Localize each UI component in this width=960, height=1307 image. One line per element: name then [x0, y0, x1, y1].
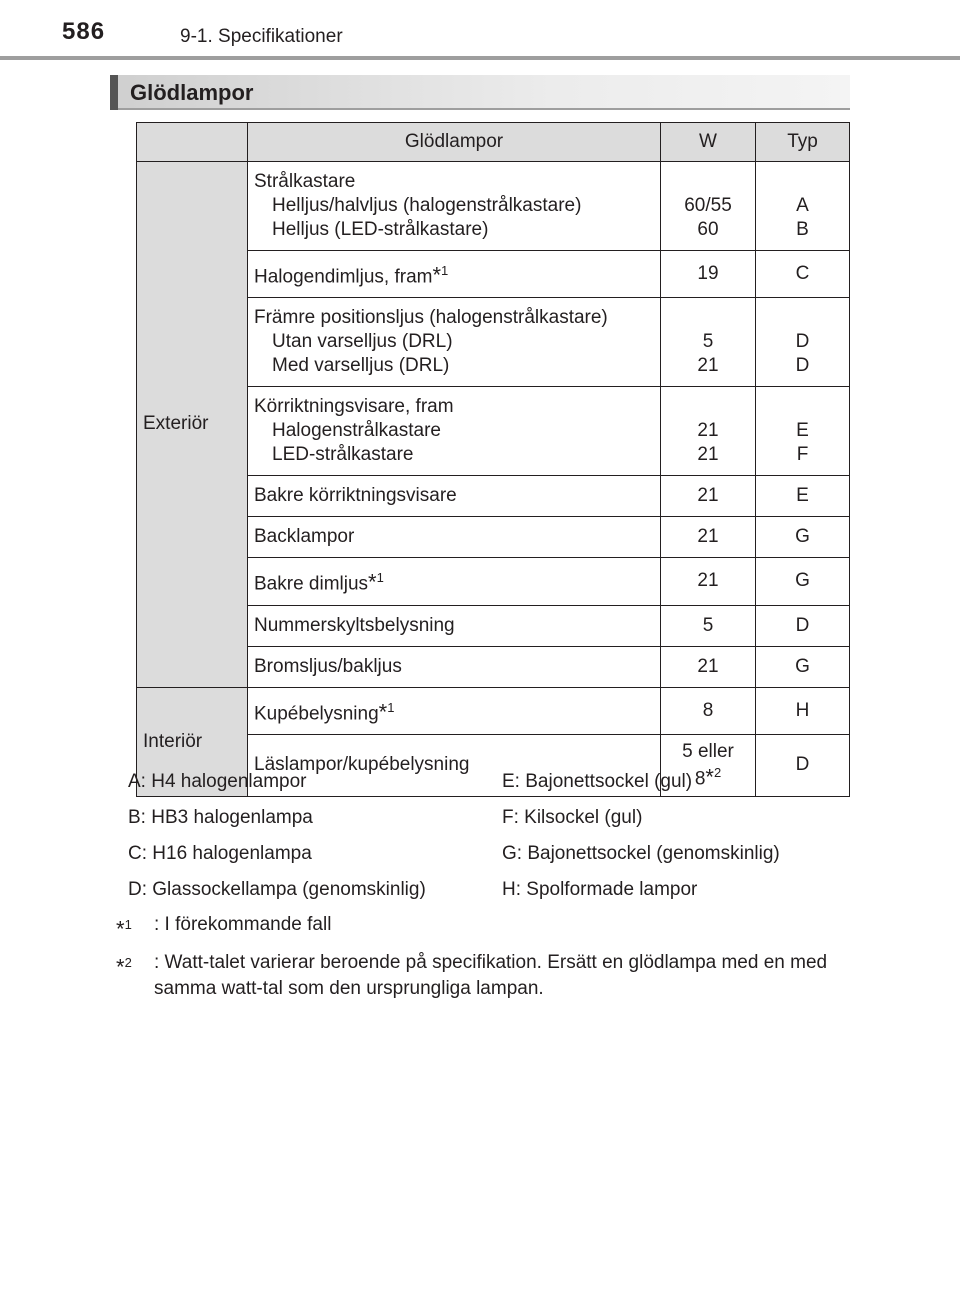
footnote-text: : Watt-talet varierar beroende på specifikation. Ersätt en glödlampa med en med samma watt-tal som den ursprungliga lampan.: [154, 952, 828, 999]
watt-value: 8: [694, 768, 706, 790]
legend-row: [128, 879, 848, 915]
legend-item: B: HB3 halogenlampa: [128, 807, 313, 828]
heading-text: Glödlampor: [130, 80, 254, 105]
watt-value: 21: [697, 420, 719, 442]
legend-row: [128, 807, 848, 843]
item-fog-rear: [248, 558, 661, 605]
type-value: E: [756, 476, 850, 517]
legend-item: E: Bajonettsockel (gul): [502, 771, 693, 792]
section-heading: [110, 75, 850, 110]
footnote-asterisk: *: [116, 954, 125, 980]
item-plate: Nummerskyltsbelysning: [248, 605, 661, 646]
item-label: Halogendimljus, fram: [254, 266, 433, 288]
watt-value: 19: [661, 251, 756, 298]
header-empty: [137, 123, 248, 162]
legend-item: C: H16 halogenlampa: [128, 843, 312, 864]
item-title: Körriktningsvisare, fram: [254, 396, 454, 418]
item-sub: LED-strålkastare: [272, 444, 414, 466]
footnote-marker: [116, 912, 154, 944]
footnote-ref: 2: [713, 765, 722, 781]
watt-value: 60/55: [684, 195, 732, 216]
category-exterior: Exteriör: [137, 162, 248, 688]
type-value: D: [756, 605, 850, 646]
footnote-marker: [116, 950, 154, 982]
watt-value: 21: [697, 444, 719, 466]
footnote-asterisk: *: [368, 569, 377, 595]
category-interior: Interiör: [137, 687, 248, 796]
legend-item: F: Kilsockel (gul): [502, 807, 643, 828]
page-number: 586: [62, 18, 106, 45]
watt-value: 5: [661, 605, 756, 646]
watt-value: 21: [661, 558, 756, 605]
watt-value: 21: [661, 517, 756, 558]
header-rule: [0, 56, 960, 60]
watt-value: 21: [661, 476, 756, 517]
type-value: D: [795, 355, 810, 377]
watt-value: 5 eller: [682, 741, 734, 763]
footnote-number: 1: [124, 917, 132, 932]
type-value: H: [756, 687, 850, 734]
footnote-asterisk: *: [432, 262, 442, 288]
item-label: Bakre dimljus: [254, 573, 369, 595]
footnote-1: [116, 912, 332, 944]
table-row: [137, 687, 850, 734]
type-value: F: [796, 444, 809, 466]
watt-value: 21: [661, 646, 756, 687]
type-cell: [756, 162, 850, 251]
item-fog-front: [248, 251, 661, 298]
legend-item: G: Bajonettsockel (genomskinlig): [502, 843, 780, 864]
watt-value: 60: [697, 219, 719, 240]
type-cell: [756, 298, 850, 387]
header-w: W: [661, 123, 756, 162]
type-value: E: [796, 420, 809, 442]
type-value: C: [756, 251, 850, 298]
item-turn-rear: Bakre körriktningsvisare: [248, 476, 661, 517]
heading-bar: [110, 75, 118, 110]
footnote-ref: 1: [441, 263, 449, 278]
legend-item: D: Glassockellampa (genomskinlig): [128, 879, 426, 900]
type-value: G: [756, 558, 850, 605]
header-bulbs: Glödlampor: [248, 123, 661, 162]
legend-row: [128, 843, 848, 879]
type-value: D: [795, 331, 810, 353]
item-sub: Helljus (LED-strålkastare): [272, 219, 489, 240]
item-interior: [248, 687, 661, 734]
item-sub: Utan varselljus (DRL): [272, 331, 453, 353]
footnote-asterisk: *: [116, 916, 125, 942]
type-value: G: [756, 517, 850, 558]
legend-item: H: Spolformade lampor: [502, 879, 698, 900]
footnote-ref: 1: [376, 570, 384, 586]
item-brake: Bromsljus/bakljus: [248, 646, 661, 687]
watt-value: 5: [702, 331, 714, 353]
table-header-row: [137, 123, 850, 162]
item-sub: Med varselljus (DRL): [272, 355, 450, 377]
watt-value: 8: [661, 687, 756, 734]
footnote-text: : I förekommande fall: [154, 914, 332, 935]
type-cell: [756, 387, 850, 476]
watt-value: 21: [697, 355, 719, 377]
section-title: 9-1. Specifikationer: [180, 26, 343, 47]
header-type: Typ: [756, 123, 850, 162]
type-value: D: [756, 734, 850, 796]
table-row: [137, 162, 850, 251]
footnote-asterisk: *: [378, 698, 388, 724]
watt-cell: [661, 298, 756, 387]
footnote-2: [116, 950, 828, 999]
watt-cell: [661, 387, 756, 476]
footnote-ref: 1: [387, 699, 395, 715]
item-sub: Helljus/halvljus (halogenstrålkastare): [272, 195, 582, 216]
bulb-table: [136, 122, 850, 797]
item-title: Strålkastare: [254, 171, 356, 192]
item-label: Kupébelysning: [254, 702, 379, 724]
legend-item: A: H4 halogenlampor: [128, 771, 307, 792]
type-value: G: [756, 646, 850, 687]
item-sub: Halogenstrålkastare: [272, 420, 441, 442]
item-position: [248, 298, 661, 387]
item-turn-front: [248, 387, 661, 476]
footnote-number: 2: [124, 955, 132, 970]
type-value: A: [796, 195, 809, 216]
legend-row: [128, 768, 848, 807]
type-value: B: [796, 219, 809, 240]
item-title: Främre positionsljus (halogenstrålkastare): [254, 307, 608, 329]
item-headlights: [248, 162, 661, 251]
type-legend: [128, 768, 848, 915]
watt-cell: [661, 162, 756, 251]
item-reading: Läslampor/kupébelysning: [248, 734, 661, 796]
footnote-asterisk: *: [705, 764, 714, 790]
item-backup: Backlampor: [248, 517, 661, 558]
